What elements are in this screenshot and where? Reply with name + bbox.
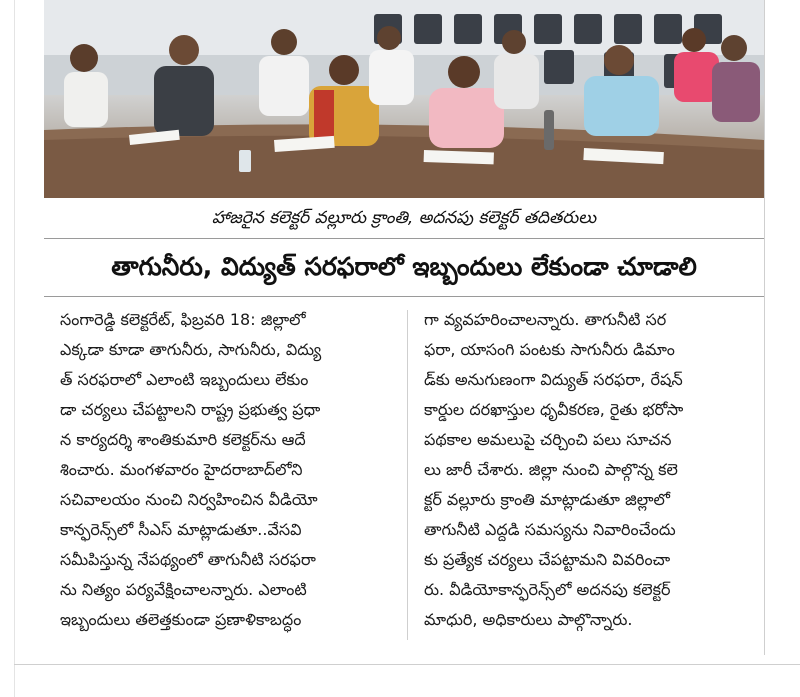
text-line: పథకాల అమలుపై చర్చించి పలు సూచన xyxy=(424,430,672,449)
column-divider xyxy=(407,310,408,640)
text-line: లు జారీ చేశారు. జిల్లా నుంచి పాల్గొన్న కలె xyxy=(424,460,678,479)
caption-divider xyxy=(44,238,764,239)
meeting-photo-illustration xyxy=(44,0,764,198)
text-line: ను నిత్యం పర్యవేక్షించాలన్నారు. ఎలాంటి xyxy=(60,580,307,599)
text-line: ఎక్కడా కూడా తాగునీరు, సాగునీరు, విద్యు xyxy=(60,340,322,359)
text-line: ఫరా, యాసంగి పంటకు సాగునీరు డిమాం xyxy=(424,340,675,359)
text-line: క్టర్ వల్లూరు క్రాంతి మాట్లాడుతూ జిల్లాలో xyxy=(424,490,670,509)
text-line: కార్డుల దరఖాస్తుల ధృవీకరణ, రైతు భరోసా xyxy=(424,400,684,419)
text-line: త్ సరఫరాలో ఎలాంటి ఇబ్బందులు లేకుం xyxy=(60,370,309,389)
text-line: సమీపిస్తున్న నేపథ్యంలో తాగునీటి సరఫరా xyxy=(60,550,316,569)
text-line: రు. వీడియోకాన్ఫరెన్స్‌లో అదనపు కలెక్టర్ xyxy=(424,580,671,599)
text-line: సచివాలయం నుంచి నిర్వహించిన వీడియో xyxy=(60,490,318,509)
article-headline: తాగునీరు, విద్యుత్ సరఫరాలో ఇబ్బందులు లేకుండా చూడాలి xyxy=(111,252,697,281)
text-line: మాధురి, అధికారులు పాల్గొన్నారు. xyxy=(424,610,633,629)
page-margin-rule xyxy=(14,0,15,697)
text-line: కాన్ఫరెన్స్‌లో సీఎస్ మాట్లాడుతూ..వేసవి xyxy=(60,520,302,539)
text-line: కు ప్రత్యేక చర్యలు చేపట్టామని వివరించా xyxy=(424,550,671,569)
text-line: సంగారెడ్డి కలెక్టరేట్, ఫిబ్రవరి 18: జిల్లాలో xyxy=(60,310,306,329)
meeting-photo xyxy=(44,0,764,198)
page-bottom-rule xyxy=(14,664,800,665)
article-column-left xyxy=(60,305,405,635)
text-line: ఇబ్బందులు తలెత్తకుండా ప్రణాళికాబద్ధం xyxy=(60,610,302,629)
text-line: న కార్యదర్శి శాంతికుమారి కలెక్టర్‌ను ఆదే xyxy=(60,430,306,449)
text-line: డా చర్యలు చేపట్టాలని రాష్ట్ర ప్రభుత్వ ప్రధా xyxy=(60,400,321,419)
text-line: గా వ్యవహరించాలన్నారు. తాగునీటి సర xyxy=(424,310,667,329)
text-line: డ్‌కు అనుగుణంగా విద్యుత్ సరఫరా, రేషన్ xyxy=(424,370,683,389)
text-line: శించారు. మంగళవారం హైదరాబాద్‌లోని xyxy=(60,460,303,479)
news-clipping xyxy=(44,0,765,655)
photo-caption: హాజరైన కలెక్టర్ వల్లూరు క్రాంతి, అదనపు కలెక్టర్ తదితరులు xyxy=(211,208,597,228)
text-line: తాగునీటి ఎద్దడి సమస్యను నివారించేందు xyxy=(424,520,676,539)
article-column-right xyxy=(424,305,769,635)
headline-divider xyxy=(44,296,764,297)
